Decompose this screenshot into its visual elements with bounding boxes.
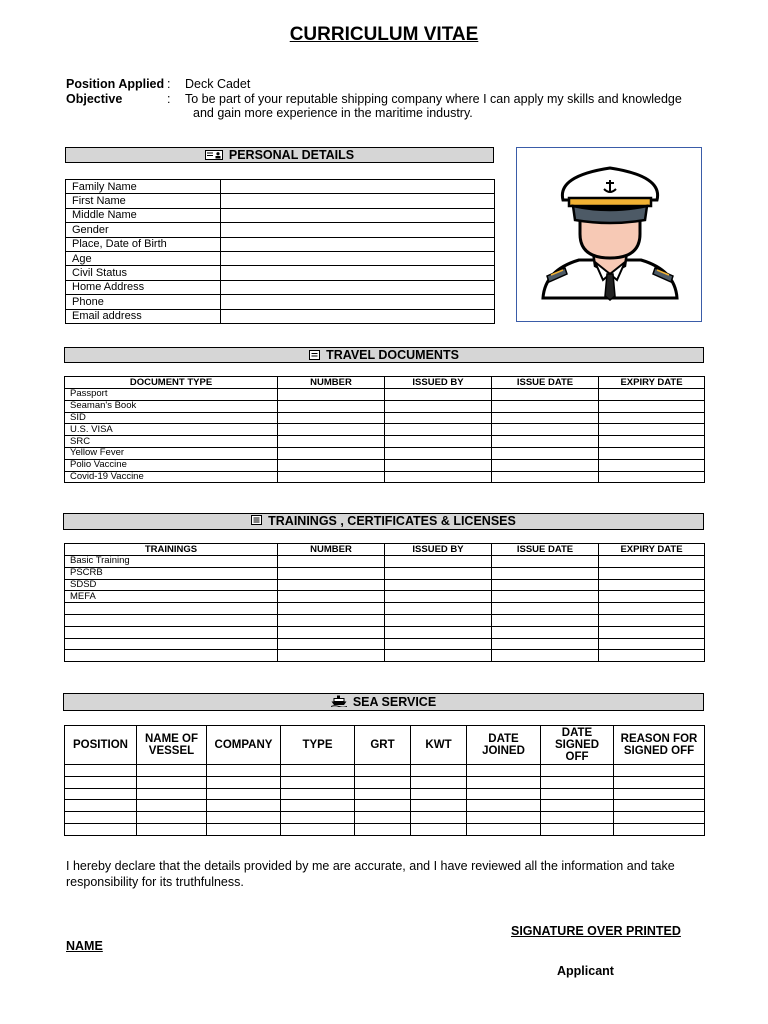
trainings-heading: TRAININGS , CERTIFICATES & LICENSES (63, 513, 704, 530)
travel-documents-heading: TRAVEL DOCUMENTS (64, 347, 704, 363)
sea-service-cell[interactable] (355, 788, 411, 800)
training-row (65, 650, 705, 662)
travel-doc-row-label: SRC (65, 436, 278, 448)
personal-row (66, 295, 495, 309)
personal-field-value[interactable] (221, 280, 495, 294)
training-cell[interactable] (385, 626, 492, 638)
sea-service-cell[interactable] (541, 800, 614, 812)
training-cell[interactable] (492, 556, 599, 568)
sea-service-cell[interactable] (541, 776, 614, 788)
training-cell[interactable] (278, 650, 385, 662)
personal-field-value[interactable] (221, 251, 495, 265)
applicant-label: Applicant (557, 964, 614, 978)
training-cell[interactable] (599, 591, 705, 603)
travel-doc-row-label: Passport (65, 389, 278, 401)
sea-service-cell[interactable] (281, 776, 355, 788)
personal-row (66, 237, 495, 251)
document-icon (309, 349, 320, 363)
personal-details-table (65, 179, 495, 324)
sea-service-cell[interactable] (467, 788, 541, 800)
sea-service-cell[interactable] (281, 765, 355, 777)
personal-row (66, 266, 495, 280)
sea-service-cell[interactable] (65, 776, 137, 788)
travel-doc-row-label: Covid-19 Vaccine (65, 471, 278, 483)
travel-doc-cell[interactable] (492, 424, 599, 436)
training-row-label: MEFA (65, 591, 278, 603)
sea-service-cell[interactable] (281, 812, 355, 824)
sea-service-cell[interactable] (467, 823, 541, 835)
travel-doc-cell[interactable] (278, 459, 385, 471)
sea-service-column-header: NAME OF VESSEL (137, 726, 207, 765)
travel-doc-cell[interactable] (385, 436, 492, 448)
personal-row (66, 223, 495, 237)
travel-doc-cell[interactable] (278, 436, 385, 448)
travel-doc-row (65, 412, 705, 424)
personal-field-label: Middle Name (66, 208, 221, 222)
sea-service-cell[interactable] (137, 800, 207, 812)
sea-service-cell[interactable] (281, 823, 355, 835)
sea-service-row (65, 823, 705, 835)
travel-doc-cell[interactable] (599, 389, 705, 401)
training-cell[interactable] (492, 614, 599, 626)
travel-documents-table (64, 376, 705, 483)
travel-doc-cell[interactable] (385, 471, 492, 483)
travel-doc-cell[interactable] (599, 436, 705, 448)
travel-doc-cell[interactable] (278, 447, 385, 459)
sea-service-row (65, 776, 705, 788)
seaman-avatar-icon (517, 148, 703, 323)
personal-field-label: Place, Date of Birth (66, 237, 221, 251)
position-value: Deck Cadet (185, 77, 251, 91)
training-row (65, 614, 705, 626)
sea-service-cell[interactable] (207, 788, 281, 800)
personal-field-label: Civil Status (66, 266, 221, 280)
sea-service-cell[interactable] (137, 823, 207, 835)
sea-service-cell[interactable] (65, 800, 137, 812)
sea-service-cell[interactable] (137, 765, 207, 777)
training-cell[interactable] (278, 614, 385, 626)
training-cell[interactable] (385, 567, 492, 579)
signature-label-name: NAME (66, 939, 103, 953)
training-column-header: ISSUED BY (385, 544, 492, 556)
travel-doc-cell[interactable] (278, 471, 385, 483)
personal-field-value[interactable] (221, 194, 495, 208)
training-column-header: TRAININGS (65, 544, 278, 556)
objective-colon: : (167, 92, 171, 106)
training-column-header: ISSUE DATE (492, 544, 599, 556)
sea-service-column-header: DATE JOINED (467, 726, 541, 765)
sea-service-cell[interactable] (541, 765, 614, 777)
travel-doc-row (65, 436, 705, 448)
training-column-header: EXPIRY DATE (599, 544, 705, 556)
travel-doc-cell[interactable] (492, 471, 599, 483)
training-cell[interactable] (385, 591, 492, 603)
travel-doc-column-header: DOCUMENT TYPE (65, 377, 278, 389)
travel-doc-row-label: SID (65, 412, 278, 424)
training-row (65, 556, 705, 568)
travel-doc-row (65, 400, 705, 412)
personal-row (66, 194, 495, 208)
sea-service-cell[interactable] (137, 812, 207, 824)
travel-doc-cell[interactable] (278, 412, 385, 424)
personal-field-label: Family Name (66, 180, 221, 194)
sea-service-cell[interactable] (65, 812, 137, 824)
personal-field-value[interactable] (221, 266, 495, 280)
travel-doc-cell[interactable] (278, 400, 385, 412)
sea-service-cell[interactable] (411, 823, 467, 835)
training-row (65, 567, 705, 579)
training-cell[interactable] (599, 556, 705, 568)
sea-service-cell[interactable] (614, 776, 705, 788)
sea-service-cell[interactable] (355, 765, 411, 777)
travel-doc-column-header: ISSUED BY (385, 377, 492, 389)
profile-photo (516, 147, 702, 322)
sea-service-column-header: COMPANY (207, 726, 281, 765)
training-cell[interactable] (278, 591, 385, 603)
travel-doc-cell[interactable] (599, 400, 705, 412)
travel-doc-column-header: NUMBER (278, 377, 385, 389)
personal-field-value[interactable] (221, 223, 495, 237)
sea-service-row (65, 800, 705, 812)
personal-row (66, 208, 495, 222)
travel-doc-column-header: ISSUE DATE (492, 377, 599, 389)
training-cell[interactable] (492, 626, 599, 638)
sea-service-cell[interactable] (207, 823, 281, 835)
sea-service-cell[interactable] (207, 776, 281, 788)
sea-service-cell[interactable] (281, 788, 355, 800)
personal-row (66, 180, 495, 194)
sea-service-cell[interactable] (207, 812, 281, 824)
sea-service-cell[interactable] (411, 788, 467, 800)
sea-service-cell[interactable] (137, 776, 207, 788)
travel-doc-cell[interactable] (385, 424, 492, 436)
training-cell[interactable] (278, 567, 385, 579)
training-cell[interactable] (492, 650, 599, 662)
sea-service-cell[interactable] (65, 788, 137, 800)
sea-service-column-header: DATE SIGNED OFF (541, 726, 614, 765)
travel-doc-cell[interactable] (599, 471, 705, 483)
training-row (65, 603, 705, 615)
training-row (65, 638, 705, 650)
training-cell[interactable] (278, 556, 385, 568)
personal-field-label: First Name (66, 194, 221, 208)
declaration-text: I hereby declare that the details provided by me are accurate, and I have reviewed all the information and take responsibility for its truthfulness. (66, 859, 675, 889)
training-row-label: SDSD (65, 579, 278, 591)
sea-service-cell[interactable] (355, 812, 411, 824)
travel-doc-cell[interactable] (385, 389, 492, 401)
id-card-icon (205, 149, 223, 163)
travel-doc-row (65, 447, 705, 459)
trainings-table (64, 543, 705, 662)
sea-service-cell[interactable] (355, 823, 411, 835)
personal-row (66, 280, 495, 294)
sea-service-column-header: GRT (355, 726, 411, 765)
training-cell[interactable] (492, 603, 599, 615)
travel-doc-row-label: Yellow Fever (65, 447, 278, 459)
objective-line-2: and gain more experience in the maritime industry. (193, 106, 473, 120)
travel-doc-row (65, 389, 705, 401)
training-cell[interactable] (385, 638, 492, 650)
personal-field-label: Age (66, 251, 221, 265)
training-cell[interactable] (385, 579, 492, 591)
sea-service-cell[interactable] (411, 765, 467, 777)
personal-field-value[interactable] (221, 295, 495, 309)
sea-service-cell[interactable] (281, 800, 355, 812)
training-row (65, 626, 705, 638)
training-cell[interactable] (278, 626, 385, 638)
travel-doc-cell[interactable] (599, 424, 705, 436)
travel-doc-row-label: U.S. VISA (65, 424, 278, 436)
travel-doc-cell[interactable] (385, 447, 492, 459)
training-cell[interactable] (278, 603, 385, 615)
personal-field-label: Email address (66, 309, 221, 323)
sea-service-cell[interactable] (207, 765, 281, 777)
certificate-icon (251, 514, 262, 529)
training-row (65, 579, 705, 591)
training-cell[interactable] (599, 650, 705, 662)
training-row-label: Basic Training (65, 556, 278, 568)
training-cell[interactable] (599, 626, 705, 638)
travel-doc-cell[interactable] (492, 459, 599, 471)
training-row-label: PSCRB (65, 567, 278, 579)
travel-doc-row-label: Polio Vaccine (65, 459, 278, 471)
travel-doc-cell[interactable] (492, 412, 599, 424)
sea-service-cell[interactable] (614, 823, 705, 835)
objective-line-1: To be part of your reputable shipping company where I can apply my skills and knowledge (185, 92, 682, 106)
training-cell[interactable] (492, 591, 599, 603)
sea-service-cell[interactable] (467, 812, 541, 824)
training-cell[interactable] (385, 650, 492, 662)
ship-icon (331, 695, 347, 711)
training-cell[interactable] (385, 603, 492, 615)
travel-doc-cell[interactable] (385, 459, 492, 471)
sea-service-cell[interactable] (467, 765, 541, 777)
sea-service-cell[interactable] (411, 812, 467, 824)
training-cell[interactable] (599, 603, 705, 615)
training-cell[interactable] (385, 614, 492, 626)
sea-service-table (64, 725, 705, 836)
sea-service-cell[interactable] (541, 788, 614, 800)
sea-service-cell[interactable] (541, 823, 614, 835)
sea-service-cell[interactable] (411, 776, 467, 788)
sea-service-heading: SEA SERVICE (63, 693, 704, 711)
travel-doc-cell[interactable] (492, 389, 599, 401)
travel-doc-cell[interactable] (385, 400, 492, 412)
sea-service-column-header: KWT (411, 726, 467, 765)
sea-service-column-header: POSITION (65, 726, 137, 765)
sea-service-cell[interactable] (467, 776, 541, 788)
travel-doc-cell[interactable] (492, 400, 599, 412)
sea-service-cell[interactable] (411, 800, 467, 812)
personal-details-heading: PERSONAL DETAILS (65, 147, 494, 163)
training-row-label (65, 638, 278, 650)
personal-row (66, 309, 495, 323)
sea-service-cell[interactable] (614, 800, 705, 812)
signature-label: SIGNATURE OVER PRINTED (511, 924, 681, 938)
sea-service-cell[interactable] (541, 812, 614, 824)
training-row-label (65, 614, 278, 626)
training-cell[interactable] (278, 579, 385, 591)
travel-doc-cell[interactable] (278, 424, 385, 436)
training-cell[interactable] (492, 638, 599, 650)
travel-doc-cell[interactable] (599, 412, 705, 424)
training-row-label (65, 603, 278, 615)
travel-doc-row (65, 471, 705, 483)
training-cell[interactable] (278, 638, 385, 650)
travel-doc-cell[interactable] (492, 447, 599, 459)
sea-service-cell[interactable] (614, 788, 705, 800)
sea-service-cell[interactable] (355, 776, 411, 788)
objective-label: Objective (66, 92, 123, 106)
training-cell[interactable] (599, 638, 705, 650)
sea-service-row (65, 788, 705, 800)
travel-doc-row (65, 459, 705, 471)
training-cell[interactable] (492, 579, 599, 591)
travel-doc-cell[interactable] (278, 389, 385, 401)
training-column-header: NUMBER (278, 544, 385, 556)
sea-service-cell[interactable] (137, 788, 207, 800)
sea-service-cell[interactable] (355, 800, 411, 812)
personal-row (66, 251, 495, 265)
training-row (65, 591, 705, 603)
sea-service-column-header: TYPE (281, 726, 355, 765)
travel-doc-cell[interactable] (599, 459, 705, 471)
training-cell[interactable] (599, 567, 705, 579)
travel-doc-column-header: EXPIRY DATE (599, 377, 705, 389)
sea-service-row (65, 765, 705, 777)
position-label: Position Applied (66, 77, 165, 91)
training-row-label (65, 650, 278, 662)
personal-field-value[interactable] (221, 180, 495, 194)
position-colon: : (167, 77, 171, 91)
sea-service-cell[interactable] (207, 800, 281, 812)
sea-service-cell[interactable] (65, 823, 137, 835)
travel-doc-cell[interactable] (385, 412, 492, 424)
training-cell[interactable] (599, 579, 705, 591)
personal-field-label: Home Address (66, 280, 221, 294)
training-cell[interactable] (385, 556, 492, 568)
sea-service-row (65, 812, 705, 824)
page-title: CURRICULUM VITAE (289, 24, 479, 45)
personal-field-value[interactable] (221, 237, 495, 251)
personal-field-label: Phone (66, 295, 221, 309)
travel-doc-cell[interactable] (599, 447, 705, 459)
personal-field-label: Gender (66, 223, 221, 237)
travel-doc-row-label: Seaman's Book (65, 400, 278, 412)
sea-service-cell[interactable] (467, 800, 541, 812)
personal-field-value[interactable] (221, 309, 495, 323)
sea-service-cell[interactable] (614, 812, 705, 824)
personal-field-value[interactable] (221, 208, 495, 222)
travel-doc-cell[interactable] (492, 436, 599, 448)
training-cell[interactable] (599, 614, 705, 626)
travel-doc-row (65, 424, 705, 436)
sea-service-cell[interactable] (614, 765, 705, 777)
sea-service-column-header: REASON FOR SIGNED OFF (614, 726, 705, 765)
sea-service-cell[interactable] (65, 765, 137, 777)
training-cell[interactable] (492, 567, 599, 579)
training-row-label (65, 626, 278, 638)
